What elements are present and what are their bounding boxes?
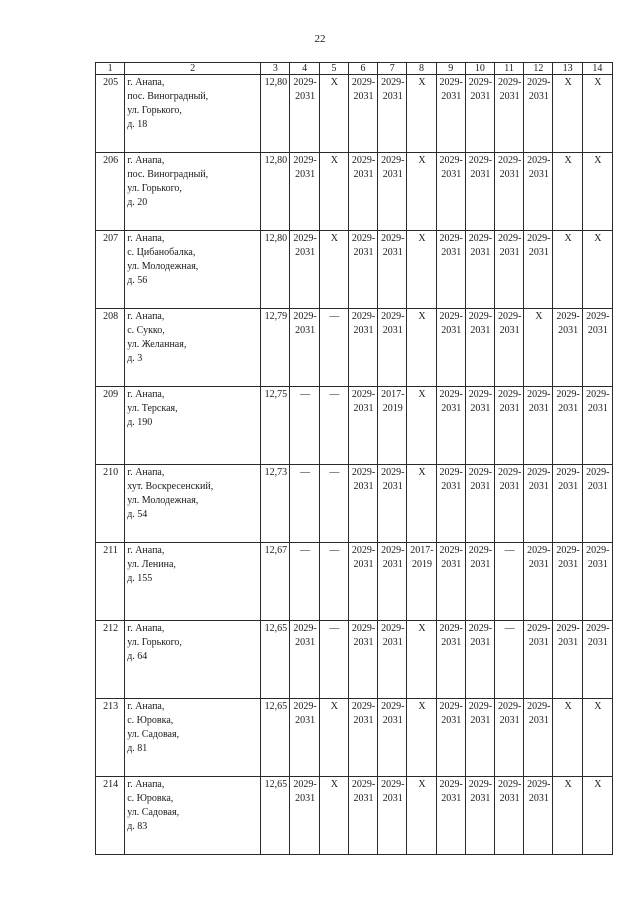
period-cell: — (319, 621, 348, 699)
row-number: 208 (96, 309, 125, 387)
table-row (96, 387, 613, 465)
period-cell: 2029-2031 (524, 153, 553, 231)
column-header-14: 14 (582, 63, 612, 75)
period-cell: 2029-2031 (465, 543, 494, 621)
period-cell: 2029-2031 (495, 153, 524, 231)
address-line: г. Анапа, (127, 623, 165, 634)
period-cell: 2029-2031 (378, 777, 407, 855)
table-row (96, 699, 613, 777)
period-cell: 2029-2031 (465, 75, 494, 153)
row-number: 205 (96, 75, 125, 153)
period-cell: 2029-2031 (524, 75, 553, 153)
row-number: 212 (96, 621, 125, 699)
address-line: д. 20 (127, 197, 148, 208)
period-cell: 2029-2031 (436, 309, 465, 387)
value-cell: 12,75 (261, 387, 290, 465)
period-cell: 2029-2031 (436, 699, 465, 777)
column-number-row (96, 63, 613, 75)
table-row (96, 777, 613, 855)
address-line: ул. Садовая, (127, 807, 180, 818)
period-cell: 2029-2031 (495, 75, 524, 153)
period-cell: X (407, 699, 436, 777)
address-line: ул. Горького, (127, 637, 182, 648)
period-cell: 2029-2031 (290, 699, 319, 777)
address-line: г. Анапа, (127, 155, 165, 166)
period-cell: X (407, 387, 436, 465)
period-cell: X (319, 777, 348, 855)
address-line: ул. Желанная, (127, 339, 187, 350)
period-cell: 2029-2031 (290, 309, 319, 387)
table-row (96, 465, 613, 543)
address-line: г. Анапа, (127, 779, 165, 790)
period-cell: 2029-2031 (348, 231, 377, 309)
period-cell: X (319, 75, 348, 153)
row-number: 214 (96, 777, 125, 855)
address-line: г. Анапа, (127, 701, 165, 712)
period-cell: — (319, 543, 348, 621)
period-cell: 2029-2031 (553, 543, 582, 621)
period-cell: 2029-2031 (495, 777, 524, 855)
row-number: 206 (96, 153, 125, 231)
period-cell: 2029-2031 (378, 75, 407, 153)
period-cell: 2017-2019 (378, 387, 407, 465)
period-cell: 2029-2031 (582, 465, 612, 543)
address-line: с. Цибанобалка, (127, 247, 196, 258)
value-cell: 12,80 (261, 153, 290, 231)
column-header-12: 12 (524, 63, 553, 75)
period-cell: — (290, 543, 319, 621)
period-cell: 2029-2031 (348, 387, 377, 465)
column-header-8: 8 (407, 63, 436, 75)
value-cell: 12,80 (261, 231, 290, 309)
period-cell: — (290, 465, 319, 543)
period-cell: 2029-2031 (290, 777, 319, 855)
value-cell: 12,73 (261, 465, 290, 543)
period-cell: X (407, 465, 436, 543)
column-header-2: 2 (125, 63, 261, 75)
address-line: г. Анапа, (127, 233, 165, 244)
address-cell (125, 621, 261, 699)
period-cell: X (319, 699, 348, 777)
period-cell: X (407, 75, 436, 153)
address-cell (125, 231, 261, 309)
address-cell (125, 75, 261, 153)
period-cell: 2029-2031 (378, 231, 407, 309)
address-line: пос. Виноградный, (127, 91, 209, 102)
address-cell (125, 387, 261, 465)
period-cell: 2029-2031 (290, 75, 319, 153)
period-cell: — (290, 387, 319, 465)
period-cell: 2029-2031 (436, 621, 465, 699)
address-line: д. 54 (127, 509, 148, 520)
address-line: ул. Садовая, (127, 729, 180, 740)
address-line: ул. Горького, (127, 183, 182, 194)
period-cell: 2029-2031 (465, 777, 494, 855)
column-header-9: 9 (436, 63, 465, 75)
period-cell: 2029-2031 (524, 621, 553, 699)
period-cell: 2029-2031 (436, 465, 465, 543)
period-cell: X (319, 153, 348, 231)
period-cell: X (407, 153, 436, 231)
period-cell: 2029-2031 (553, 621, 582, 699)
address-line: д. 81 (127, 743, 148, 754)
period-cell: X (319, 231, 348, 309)
table-row (96, 153, 613, 231)
period-cell: 2029-2031 (465, 465, 494, 543)
address-cell (125, 777, 261, 855)
period-cell: 2029-2031 (582, 309, 612, 387)
column-header-3: 3 (261, 63, 290, 75)
period-cell: X (582, 75, 612, 153)
period-cell: 2029-2031 (436, 543, 465, 621)
value-cell: 12,67 (261, 543, 290, 621)
period-cell: — (319, 465, 348, 543)
value-cell: 12,65 (261, 621, 290, 699)
period-cell: X (407, 231, 436, 309)
period-cell: 2029-2031 (436, 777, 465, 855)
address-line: д. 3 (127, 353, 143, 364)
address-line: г. Анапа, (127, 389, 165, 400)
period-cell: 2029-2031 (348, 309, 377, 387)
address-cell (125, 153, 261, 231)
period-cell: — (495, 621, 524, 699)
row-number: 209 (96, 387, 125, 465)
period-cell: X (582, 777, 612, 855)
period-cell: 2029-2031 (378, 621, 407, 699)
period-cell: X (582, 153, 612, 231)
period-cell: 2029-2031 (495, 309, 524, 387)
period-cell: 2029-2031 (348, 699, 377, 777)
period-cell: 2029-2031 (524, 699, 553, 777)
period-cell: 2029-2031 (378, 699, 407, 777)
repair-schedule-table (95, 62, 613, 855)
period-cell: 2029-2031 (553, 309, 582, 387)
address-line: ул. Ленина, (127, 559, 176, 570)
period-cell: 2029-2031 (378, 543, 407, 621)
address-line: д. 190 (127, 417, 153, 428)
period-cell: X (582, 231, 612, 309)
row-number: 207 (96, 231, 125, 309)
period-cell: 2029-2031 (582, 387, 612, 465)
period-cell: 2029-2031 (465, 387, 494, 465)
column-header-6: 6 (348, 63, 377, 75)
period-cell: 2029-2031 (495, 465, 524, 543)
period-cell: X (553, 75, 582, 153)
address-line: д. 83 (127, 821, 148, 832)
value-cell: 12,65 (261, 777, 290, 855)
column-header-5: 5 (319, 63, 348, 75)
table-row (96, 543, 613, 621)
address-line: г. Анапа, (127, 77, 165, 88)
table-row (96, 75, 613, 153)
period-cell: 2029-2031 (524, 777, 553, 855)
value-cell: 12,80 (261, 75, 290, 153)
column-header-1: 1 (96, 63, 125, 75)
period-cell: 2029-2031 (524, 465, 553, 543)
period-cell: 2029-2031 (290, 153, 319, 231)
period-cell: 2029-2031 (378, 153, 407, 231)
period-cell: X (553, 699, 582, 777)
address-cell (125, 309, 261, 387)
period-cell: X (582, 699, 612, 777)
period-cell: 2029-2031 (495, 231, 524, 309)
address-line: д. 18 (127, 119, 148, 130)
address-line: с. Юровка, (127, 793, 174, 804)
address-line: ул. Терская, (127, 403, 178, 414)
address-line: г. Анапа, (127, 467, 165, 478)
row-number: 211 (96, 543, 125, 621)
period-cell: 2029-2031 (465, 231, 494, 309)
period-cell: 2029-2031 (553, 387, 582, 465)
period-cell: 2029-2031 (465, 621, 494, 699)
period-cell: X (407, 309, 436, 387)
period-cell: 2029-2031 (348, 153, 377, 231)
page-number: 22 (314, 33, 326, 45)
address-cell (125, 465, 261, 543)
column-header-11: 11 (495, 63, 524, 75)
address-line: д. 155 (127, 573, 153, 584)
address-line: ул. Горького, (127, 105, 182, 116)
value-cell: 12,65 (261, 699, 290, 777)
period-cell: — (319, 309, 348, 387)
period-cell: 2029-2031 (348, 75, 377, 153)
table-body (96, 63, 613, 855)
period-cell: 2029-2031 (378, 309, 407, 387)
period-cell: 2029-2031 (348, 777, 377, 855)
period-cell: X (524, 309, 553, 387)
table-row (96, 309, 613, 387)
address-line: ул. Молодежная, (127, 261, 199, 272)
period-cell: 2029-2031 (348, 543, 377, 621)
table-row (96, 231, 613, 309)
period-cell: 2029-2031 (495, 387, 524, 465)
column-header-7: 7 (378, 63, 407, 75)
column-header-13: 13 (553, 63, 582, 75)
period-cell: 2029-2031 (290, 621, 319, 699)
period-cell: 2029-2031 (524, 231, 553, 309)
address-line: с. Сукко, (127, 325, 165, 336)
period-cell: 2029-2031 (553, 465, 582, 543)
column-header-10: 10 (465, 63, 494, 75)
period-cell: 2029-2031 (348, 621, 377, 699)
address-line: г. Анапа, (127, 311, 165, 322)
period-cell: 2029-2031 (348, 465, 377, 543)
address-line: д. 64 (127, 651, 148, 662)
table-row (96, 621, 613, 699)
period-cell: 2029-2031 (582, 621, 612, 699)
period-cell: 2029-2031 (436, 153, 465, 231)
address-line: г. Анапа, (127, 545, 165, 556)
period-cell: 2029-2031 (436, 75, 465, 153)
period-cell: 2017-2019 (407, 543, 436, 621)
period-cell: 2029-2031 (378, 465, 407, 543)
period-cell: 2029-2031 (290, 231, 319, 309)
address-cell (125, 543, 261, 621)
column-header-4: 4 (290, 63, 319, 75)
period-cell: 2029-2031 (436, 387, 465, 465)
period-cell: — (495, 543, 524, 621)
period-cell: — (319, 387, 348, 465)
period-cell: 2029-2031 (524, 387, 553, 465)
period-cell: 2029-2031 (495, 699, 524, 777)
row-number: 213 (96, 699, 125, 777)
period-cell: X (553, 231, 582, 309)
period-cell: 2029-2031 (524, 543, 553, 621)
period-cell: 2029-2031 (465, 153, 494, 231)
address-line: с. Юровка, (127, 715, 174, 726)
address-line: д. 56 (127, 275, 148, 286)
row-number: 210 (96, 465, 125, 543)
address-cell (125, 699, 261, 777)
period-cell: 2029-2031 (465, 309, 494, 387)
period-cell: X (553, 153, 582, 231)
period-cell: 2029-2031 (582, 543, 612, 621)
period-cell: X (407, 777, 436, 855)
period-cell: X (553, 777, 582, 855)
period-cell: X (407, 621, 436, 699)
period-cell: 2029-2031 (465, 699, 494, 777)
address-line: хут. Воскресенский, (127, 481, 214, 492)
period-cell: 2029-2031 (436, 231, 465, 309)
address-line: пос. Виноградный, (127, 169, 209, 180)
address-line: ул. Молодежная, (127, 495, 199, 506)
value-cell: 12,79 (261, 309, 290, 387)
